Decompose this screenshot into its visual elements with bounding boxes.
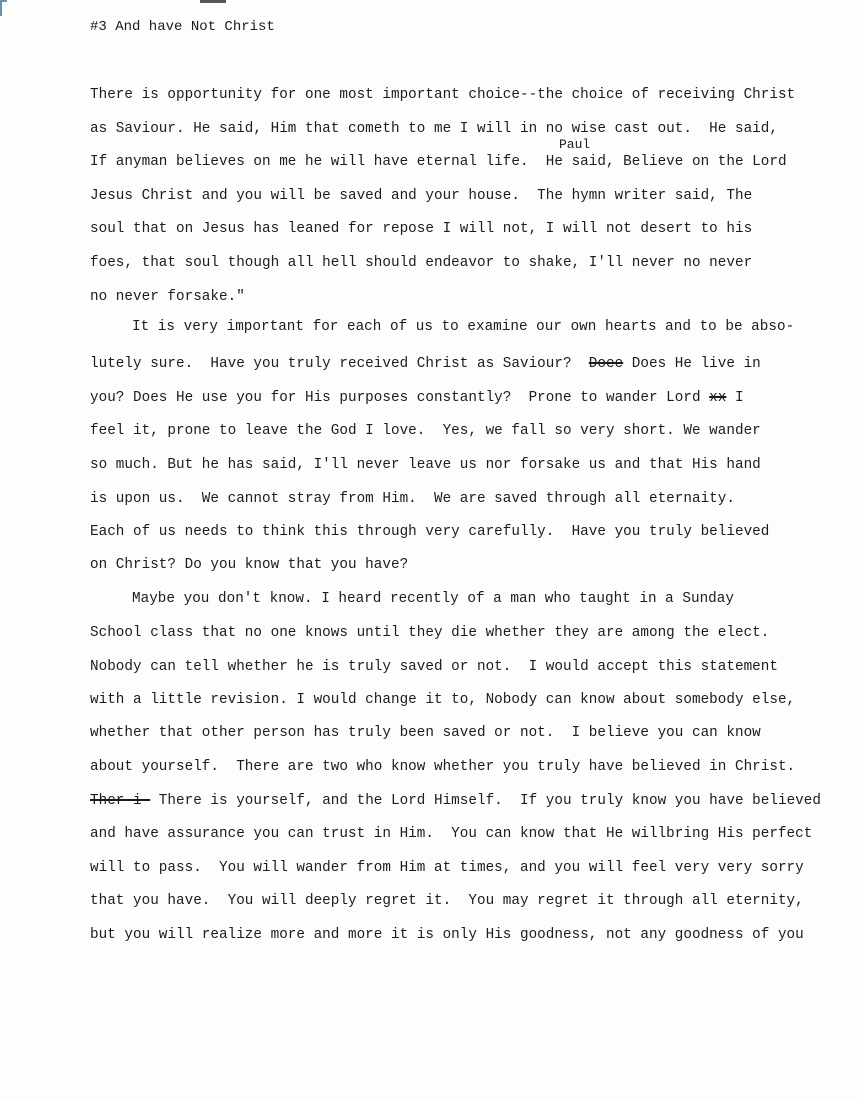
- p2-line-7: Each of us needs to think this through very carefully. Have you truly believed: [90, 524, 770, 540]
- p2-line-8: on Christ? Do you know that you have?: [90, 557, 409, 573]
- p3-line-1: Maybe you don't know. I heard recently of a man who taught in a Sunday: [132, 591, 734, 607]
- p3-line-6: about yourself. There are two who know whether you truly have believed in Christ.: [90, 759, 796, 775]
- p2-line-6: is upon us. We cannot stray from Him. We are saved through all eternaity.: [90, 491, 735, 507]
- p2-line-4: feel it, prone to leave the God I love. Yes, we fall so very short. We wander: [90, 423, 761, 439]
- p2-line-3: you? Does He use you for His purposes constantly? Prone to wander Lord xx I: [90, 390, 744, 406]
- struck-text: xx: [709, 390, 727, 406]
- struck-text: Doee: [588, 356, 624, 372]
- staple-mark: [200, 0, 226, 3]
- p3-line-3: Nobody can tell whether he is truly saved or not. I would accept this statement: [90, 659, 778, 675]
- p1-line-6: foes, that soul though all hell should endeavor to shake, I'll never no never: [90, 255, 753, 271]
- p3-line-7: Ther-i- There is yourself, and the Lord Himself. If you truly know you have believed: [90, 793, 821, 809]
- p1-line-1: There is opportunity for one most important choice--the choice of receiving Christ: [90, 87, 796, 103]
- p1-line-2: as Saviour. He said, Him that cometh to me I will in no wise cast out. He said,: [90, 121, 778, 137]
- page-corner-mark: [0, 0, 7, 16]
- handwritten-insert: Paul: [559, 137, 591, 152]
- p3-line-8: and have assurance you can trust in Him. You can know that He willbring His perfect: [90, 826, 813, 842]
- p1-line-7: no never forsake.": [90, 289, 245, 305]
- page-title: #3 And have Not Christ: [90, 19, 275, 35]
- p3-line-10: that you have. You will deeply regret it. You may regret it through all eternity,: [90, 893, 804, 909]
- p2-line-5: so much. But he has said, I'll never leave us nor forsake us and that His hand: [90, 457, 761, 473]
- struck-text: Ther-i-: [90, 793, 151, 809]
- p1-line-3: If anyman believes on me he will have eternal life. He said, Believe on the Lord: [90, 154, 787, 170]
- p3-line-9: will to pass. You will wander from Him at times, and you will feel very very sorry: [90, 860, 804, 876]
- p3-line-4: with a little revision. I would change it to, Nobody can know about somebody else,: [90, 692, 796, 708]
- p1-line-5: soul that on Jesus has leaned for repose I will not, I will not desert to his: [90, 221, 753, 237]
- p2-line-2: lutely sure. Have you truly received Christ as Saviour? Doee Does He live in: [90, 356, 761, 372]
- p1-line-4: Jesus Christ and you will be saved and your house. The hymn writer said, The: [90, 188, 753, 204]
- p3-line-11: but you will realize more and more it is only His goodness, not any goodness of you: [90, 927, 804, 943]
- p2-line-1: It is very important for each of us to examine our own hearts and to be abso-: [132, 319, 795, 335]
- p3-line-2: School class that no one knows until they die whether they are among the elect.: [90, 625, 770, 641]
- p3-line-5: whether that other person has truly been saved or not. I believe you can know: [90, 725, 761, 741]
